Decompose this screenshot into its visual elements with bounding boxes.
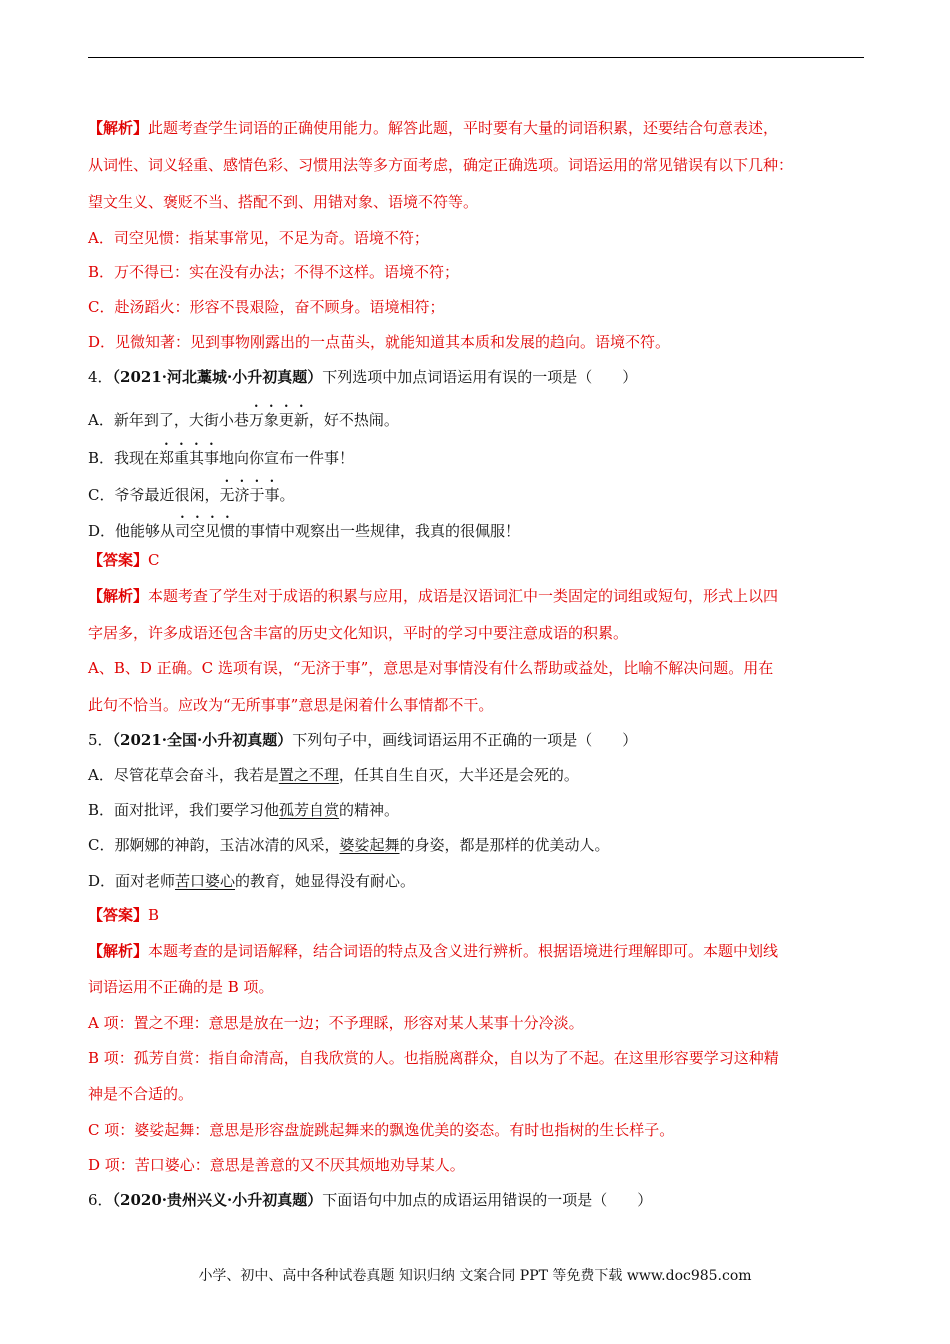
q4-c-pre: C．爷爷最近很闲， <box>88 486 220 504</box>
q4-d-dotted-word: 司空见惯 <box>175 522 236 540</box>
q5-stem-text: 下列句子中，画线词语运用不正确的一项是（ ） <box>292 731 638 749</box>
q4-answer-tag: 【答案】 <box>88 551 149 569</box>
q5-d-post: 的教育，她显得没有耐心。 <box>235 872 416 890</box>
q5-source: （2021·全国·小升初真题） <box>112 731 293 749</box>
q4-analysis-text: 本题考查了学生对于成语的积累与应用，成语是汉语词汇中一类固定的词组或短句，形式上以四 <box>148 587 779 605</box>
q4-option-c <box>88 477 868 505</box>
q4-a-post: ，好不热闹。 <box>308 411 399 429</box>
q5-option-b <box>88 800 868 820</box>
q5-d-pre: D．面对老师 <box>88 872 176 890</box>
q4-option-a <box>88 402 868 430</box>
q5-stem <box>88 730 868 750</box>
q3-analysis-line-3: 望文生义、褒贬不当、搭配不到、用错对象、语境不符等。 <box>88 193 479 211</box>
q4-analysis-line-1 <box>88 586 868 606</box>
q4-option-b <box>88 440 868 468</box>
q5-answer-tag: 【答案】 <box>88 906 149 924</box>
q5-analysis-text: 本题考查的是词语解释，结合词语的特点及含义进行辨析。根据语境进行理解即可。本题中划线 <box>148 942 779 960</box>
q4-option-d <box>88 513 868 541</box>
q5-analysis-line-1 <box>88 941 868 961</box>
q3-analysis-option-a: A．司空见惯：指某事常见，不足为奇。语境不符； <box>88 229 429 247</box>
q4-c-dotted-word: 无济于事 <box>219 486 280 504</box>
q4-b-dotted-word: 郑重其事 <box>159 449 220 467</box>
q3-analysis-text: 此题考查学生词语的正确使用能力。解答此题，平时要有大量的词语积累，还要结合句意表述， <box>148 119 779 137</box>
q4-b-post: 地向你宣布一件事！ <box>219 449 355 467</box>
q4-d-post: 的事情中观察出一些规律，我真的很佩服！ <box>235 522 521 540</box>
q5-option-c <box>88 835 868 855</box>
q5-analysis-line-3: A 项：置之不理：意思是放在一边；不予理睬，形容对某人某事十分冷淡。 <box>88 1014 584 1032</box>
page-footer: 小学、初中、高中各种试卷真题 知识归纳 文案合同 PPT 等免费下载 www.doc985.com <box>198 1268 752 1284</box>
q5-a-pre: A．尽管花草会奋斗，我若是 <box>88 766 279 784</box>
q3-analysis-tag: 【解析】 <box>88 119 149 137</box>
q5-c-pre: C．那婀娜的神韵，玉洁冰清的风采， <box>88 836 340 854</box>
q5-option-a <box>88 765 868 785</box>
q4-answer-value: C <box>148 551 160 569</box>
q5-b-pre: B．面对批评，我们要学习他 <box>88 801 280 819</box>
q5-answer <box>88 905 868 925</box>
q5-b-underlined-word: 孤芳自赏 <box>279 801 340 819</box>
q5-analysis-line-6: C 项：婆娑起舞：意思是形容盘旋跳起舞来的飘逸优美的姿态。有时也指树的生长样子。 <box>88 1121 675 1139</box>
q6-stem-text: 下面语句中加点的成语运用错误的一项是（ ） <box>322 1191 653 1209</box>
q4-c-post: 。 <box>279 486 295 504</box>
q5-d-underlined-word: 苦口婆心 <box>175 872 236 890</box>
q5-analysis-line-7: D 项：苦口婆心：意思是善意的又不厌其烦地劝导某人。 <box>88 1156 465 1174</box>
q4-analysis-line-2: 字居多，许多成语还包含丰富的历史文化知识，平时的学习中要注意成语的积累。 <box>88 624 629 642</box>
q5-analysis-line-5: 神是不合适的。 <box>88 1085 194 1103</box>
q5-a-post: ，任其自生自灭，大半还是会死的。 <box>338 766 579 784</box>
q4-answer <box>88 550 868 570</box>
q5-c-underlined-word: 婆娑起舞 <box>339 836 400 854</box>
q5-a-underlined-word: 置之不理 <box>278 766 339 784</box>
q4-analysis-tag: 【解析】 <box>88 587 149 605</box>
q6-number: 6． <box>88 1191 113 1209</box>
q4-stem-text: 下列选项中加点词语运用有误的一项是（ ） <box>322 368 638 386</box>
q4-analysis-line-3: A、B、D 正确。C 选项有误，“无济于事”，意思是对事情没有什么帮助或益处，比喻不解决问题。用在 <box>88 659 774 677</box>
q3-analysis-line-2: 从词性、词义轻重、感情色彩、习惯用法等多方面考虑，确定正确选项。词语运用的常见错误有以下几种： <box>88 156 794 174</box>
q4-d-pre: D．他能够从 <box>88 522 176 540</box>
q5-analysis-tag: 【解析】 <box>88 942 149 960</box>
q4-a-dotted-word: 万象更新 <box>248 411 309 429</box>
q3-analysis-option-d: D．见微知著：见到事物刚露出的一点苗头，就能知道其本质和发展的趋向。语境不符。 <box>88 333 671 351</box>
q4-a-pre: A．新年到了，大街小巷 <box>88 411 249 429</box>
q3-analysis-line-1 <box>88 118 868 138</box>
q4-source: （2021·河北藁城·小升初真题） <box>112 368 323 386</box>
q6-stem <box>88 1190 868 1210</box>
q3-analysis-option-b: B．万不得已：实在没有办法；不得不这样。语境不符； <box>88 263 460 281</box>
header-rule <box>88 57 864 58</box>
q5-b-post: 的精神。 <box>339 801 400 819</box>
q3-analysis-option-c: C．赴汤蹈火：形容不畏艰险，奋不顾身。语境相符； <box>88 298 445 316</box>
q5-analysis-line-2: 词语运用不正确的是 B 项。 <box>88 978 274 996</box>
q5-answer-value: B <box>148 906 160 924</box>
q4-b-pre: B．我现在 <box>88 449 160 467</box>
q5-analysis-line-4: B 项：孤芳自赏：指自命清高，自我欣赏的人。也指脱离群众，自以为了不起。在这里形容要学习这种精 <box>88 1049 779 1067</box>
q4-number: 4． <box>88 368 113 386</box>
q5-number: 5． <box>88 731 113 749</box>
q4-stem <box>88 367 868 387</box>
q6-source: （2020·贵州兴义·小升初真题） <box>112 1191 323 1209</box>
q5-option-d <box>88 871 868 891</box>
q4-analysis-line-4: 此句不恰当。应改为“无所事事”意思是闲着什么事情都不干。 <box>88 696 494 714</box>
q5-c-post: 的身姿，都是那样的优美动人。 <box>399 836 610 854</box>
